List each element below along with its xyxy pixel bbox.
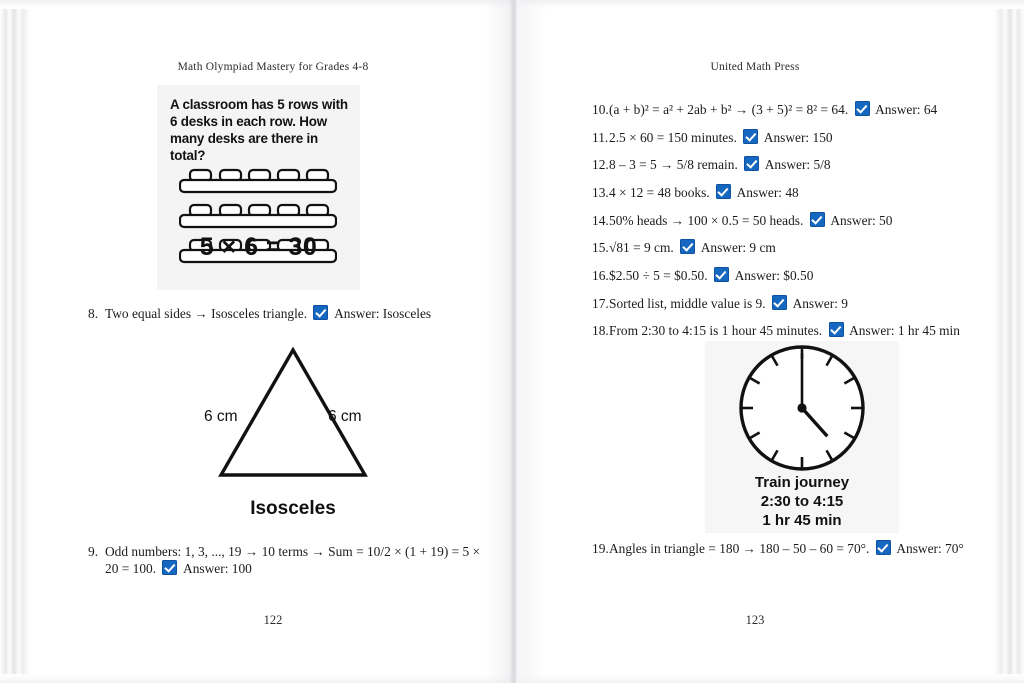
list-item bbox=[592, 129, 992, 146]
item-answer: Answer: 50 bbox=[830, 212, 893, 228]
item-number: 18. bbox=[592, 323, 609, 339]
list-item bbox=[592, 295, 992, 312]
right-page-number: 123 bbox=[745, 613, 765, 627]
clock-caption bbox=[705, 474, 899, 530]
list-item bbox=[592, 540, 1004, 557]
list-item bbox=[88, 543, 484, 577]
item-number: 13. bbox=[592, 184, 609, 200]
item-answer: Answer: 5/8 bbox=[764, 157, 831, 173]
checkmark-icon bbox=[855, 101, 870, 116]
checkmark-icon bbox=[772, 295, 787, 310]
left-page-number: 122 bbox=[263, 613, 283, 627]
list-item bbox=[592, 267, 992, 284]
checkmark-icon bbox=[162, 560, 177, 575]
list-item bbox=[592, 212, 992, 229]
list-item bbox=[592, 184, 992, 201]
item-answer: Answer: 100 bbox=[183, 561, 252, 577]
left-running-head: Math Olympiad Mastery for Grades 4-8 bbox=[177, 61, 369, 73]
item-text: √81 = 9 cm. bbox=[609, 240, 674, 256]
checkmark-icon bbox=[680, 239, 695, 254]
item-answer: Answer: Isosceles bbox=[334, 306, 432, 321]
left-page bbox=[30, 9, 516, 674]
item-number: 19. bbox=[592, 541, 609, 556]
list-item bbox=[592, 156, 992, 173]
item-text: $2.50 ÷ 5 = $0.50. bbox=[609, 267, 708, 283]
list-item bbox=[592, 239, 992, 256]
item-number: 16. bbox=[592, 267, 609, 283]
checkmark-icon bbox=[829, 322, 844, 337]
item-text: 8 – 3 = 5 → 5/8 remain. bbox=[609, 157, 738, 173]
item-answer: Answer: $0.50 bbox=[734, 267, 814, 283]
list-item bbox=[592, 322, 992, 339]
page-edge-left bbox=[0, 0, 32, 683]
checkmark-icon bbox=[714, 267, 729, 282]
item-text: 50% heads → 100 × 0.5 = 50 heads. bbox=[609, 212, 804, 228]
page-edge-bottom bbox=[0, 674, 1024, 683]
item-text: 4 × 12 = 48 books. bbox=[609, 184, 710, 200]
item-number: 10. bbox=[592, 102, 609, 117]
item-text: Sorted list, middle value is 9. bbox=[609, 295, 766, 311]
item-number: 12. bbox=[592, 157, 609, 173]
list-item bbox=[88, 305, 478, 322]
triangle-right-side-label: 6 cm bbox=[328, 408, 362, 425]
item-answer: Answer: 48 bbox=[736, 184, 799, 200]
item-answer: Answer: 150 bbox=[763, 129, 833, 145]
desks-figure-equation: 5 × 6 = 30 bbox=[199, 233, 318, 261]
clock-caption-line-2: 2:30 to 4:15 bbox=[760, 492, 844, 510]
item-answer: Answer: 64 bbox=[875, 102, 938, 117]
item-answer: Answer: 9 cm bbox=[700, 240, 776, 256]
item-number: 15. bbox=[592, 240, 609, 256]
desk-row bbox=[179, 203, 337, 229]
item-text: From 2:30 to 4:15 is 1 hour 45 minutes. bbox=[609, 323, 823, 339]
item-text: Odd numbers: 1, 3, ..., 19 → 10 terms → Sum = 10/2 × (1 + 19) = 5 × 20 = 100. bbox=[105, 544, 481, 577]
left-items-after-figure bbox=[88, 543, 484, 588]
clock-caption-line-1: Train journey bbox=[754, 474, 850, 491]
page-edge-top bbox=[0, 0, 1024, 9]
item-text: Two equal sides → Isosceles triangle. bbox=[105, 306, 308, 321]
item-number: 8. bbox=[88, 306, 99, 321]
desk-row bbox=[179, 168, 337, 194]
item-answer: Answer: 9 bbox=[792, 295, 848, 311]
item-answer: Answer: 1 hr 45 min bbox=[849, 323, 960, 339]
item-number: 11. bbox=[592, 129, 609, 145]
item-number: 14. bbox=[592, 212, 609, 228]
item-number: 17. bbox=[592, 295, 609, 311]
checkmark-icon bbox=[313, 305, 328, 320]
checkmark-icon bbox=[743, 129, 758, 144]
triangle-caption: Isosceles bbox=[250, 498, 336, 519]
desks-figure bbox=[157, 85, 360, 290]
right-items-list bbox=[592, 101, 992, 350]
right-items-after-figure bbox=[592, 540, 1004, 568]
triangle-figure bbox=[180, 342, 406, 534]
right-page bbox=[516, 9, 994, 674]
checkmark-icon bbox=[810, 212, 825, 227]
clock-caption-line-3: 1 hr 45 min bbox=[762, 511, 842, 529]
checkmark-icon bbox=[744, 156, 759, 171]
right-running-head: United Math Press bbox=[710, 61, 800, 73]
checkmark-icon bbox=[876, 540, 891, 555]
clock-icon bbox=[705, 341, 899, 475]
desks-figure-prompt: A classroom has 5 rows with 6 desks in each row. How many desks are there in total? bbox=[170, 97, 348, 164]
clock-figure bbox=[705, 341, 899, 533]
item-answer: Answer: 70° bbox=[896, 541, 964, 556]
item-text: 2.5 × 60 = 150 minutes. bbox=[609, 129, 737, 145]
page-edge-right bbox=[992, 0, 1024, 683]
triangle-left-side-label: 6 cm bbox=[204, 408, 238, 425]
list-item bbox=[592, 101, 992, 118]
item-text: Angles in triangle = 180 → 180 – 50 – 60 = 70°. bbox=[609, 541, 870, 556]
item-text: (a + b)² = a² + 2ab + b² → (3 + 5)² = 8² = 64. bbox=[609, 102, 849, 117]
item-number: 9. bbox=[88, 544, 99, 559]
checkmark-icon bbox=[716, 184, 731, 199]
left-items-before-figure bbox=[88, 305, 478, 333]
